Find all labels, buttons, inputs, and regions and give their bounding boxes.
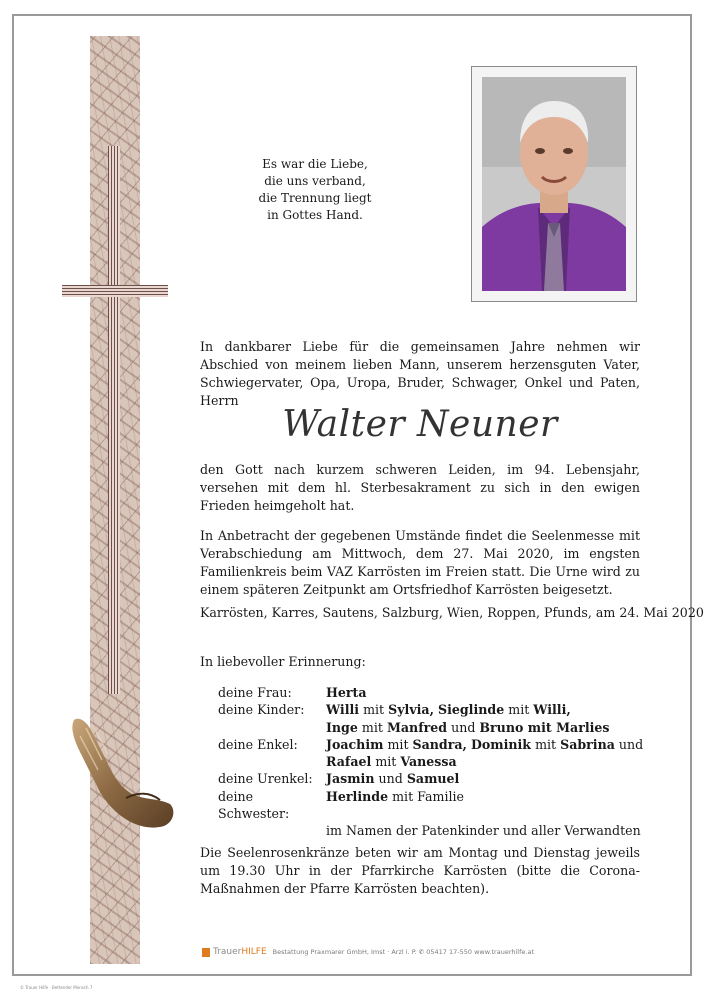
family-name: Manfred	[386, 719, 448, 735]
family-name: Bruno mit Marlies	[479, 719, 610, 735]
family-name: Sandra,	[412, 736, 467, 752]
family-name: Willi,	[533, 702, 571, 718]
family-row-godchildren	[218, 822, 648, 839]
family-label: deine Schwester:	[218, 788, 290, 822]
family-row-great-grandchildren	[218, 770, 648, 787]
godchildren-line: im Namen der Patenkinder und aller Verwandten	[326, 823, 641, 839]
family-row-sister	[218, 788, 648, 823]
family-row-grandchildren-cont	[218, 753, 648, 770]
family-name: Sieglinde	[437, 702, 505, 718]
family-name: Samuel	[406, 771, 460, 787]
family-row-grandchildren	[218, 736, 648, 753]
rosary-paragraph: Die Seelenrosenkränze beten wir am Montag und Dienstag jeweils um 19.30 Uhr in der Pfarrkirche Karrösten (bitte die Corona-Maßnahmen der Pfarre Karrösten beachten).	[200, 845, 640, 896]
family-name: Dominik	[470, 736, 532, 752]
family-name: Sylvia,	[388, 702, 434, 718]
family-name: Inge	[326, 719, 358, 735]
death-paragraph: den Gott nach kurzem schweren Leiden, im 94. Lebensjahr, versehen mit dem hl. Sterbesakrament zu sich in den ewigen Frieden heimgeholt hat.	[200, 462, 640, 513]
cross-horizontal-bar	[62, 285, 168, 297]
family-label: deine Urenkel:	[218, 771, 313, 787]
family-name: Jasmin	[326, 771, 375, 787]
funeral-mass-paragraph: In Anbetracht der gegebenen Umstände findet die Seelenmesse mit Verabschiedung am Mittwoch, dem 27. Mai 2020, im engsten Familienkreis beim VAZ Karrösten im Freien statt. Die Urne wird zu einem späteren Zeitpunkt am Ortsfriedhof Karrösten beigesetzt.	[200, 528, 640, 597]
poem	[250, 156, 380, 224]
family-name: Joachim	[326, 736, 384, 752]
family-connector: mit Familie	[392, 788, 465, 804]
portrait-photo	[482, 77, 626, 291]
family-connector: und	[451, 719, 476, 735]
intro-paragraph: In dankbarer Liebe für die gemeinsamen Jahre nehmen wir Abschied von meinem lieben Mann, unserem herzensguten Vater, Schwiegervater, Opa, Uropa, Bruder, Schwager, Onkel und Paten, Herrn	[200, 339, 640, 408]
family-connector: mit	[387, 736, 409, 752]
family-connector: mit	[363, 702, 385, 718]
poem-line: die uns verband,	[264, 174, 366, 188]
family-connector: mit	[508, 702, 530, 718]
logo-part-a: Trauer	[213, 947, 242, 957]
deceased-name: Walter Neuner	[282, 404, 558, 445]
family-list	[218, 684, 648, 840]
copyright-note: © Trauer Hilfe · Bettender Mensch 7	[20, 985, 93, 990]
trauerhilfe-logo-icon	[202, 948, 210, 957]
poem-line: Es war die Liebe,	[262, 157, 368, 171]
family-label: deine Kinder:	[218, 702, 305, 718]
footer-text: Bestattung Praxmarer GmbH, Imst · Arzl i. P. ✆ 05417 17-550 www.trauerhilfe.at	[272, 948, 534, 956]
family-row-children-cont	[218, 719, 648, 736]
family-label: deine Frau:	[218, 685, 292, 700]
footer-logo	[213, 947, 267, 957]
family-name: Vanessa	[400, 754, 457, 770]
poem-line: in Gottes Hand.	[267, 208, 363, 222]
logo-part-b: HILFE	[241, 947, 267, 957]
family-name: Sabrina	[560, 736, 615, 752]
cross-vertical-bar	[108, 146, 120, 694]
praying-hands-icon	[66, 714, 178, 832]
family-connector: mit	[361, 719, 383, 735]
family-name: Willi	[326, 702, 360, 718]
family-connector: mit	[375, 754, 397, 770]
family-connector: und	[618, 736, 644, 752]
footer	[202, 947, 534, 957]
family-row-children	[218, 701, 648, 718]
family-connector: mit	[535, 736, 557, 752]
family-connector: und	[378, 771, 403, 787]
family-row-wife	[218, 684, 648, 701]
family-name: Herta	[326, 685, 367, 700]
place-and-date: Karrösten, Karres, Sautens, Salzburg, Wien, Roppen, Pfunds, am 24. Mai 2020	[200, 605, 704, 620]
memory-heading: In liebevoller Erinnerung:	[200, 654, 366, 669]
family-name: Herlinde	[326, 788, 389, 804]
portrait-frame	[471, 66, 637, 302]
family-label: deine Enkel:	[218, 736, 298, 752]
family-name: Rafael	[326, 754, 372, 770]
poem-line: die Trennung liegt	[258, 191, 372, 205]
